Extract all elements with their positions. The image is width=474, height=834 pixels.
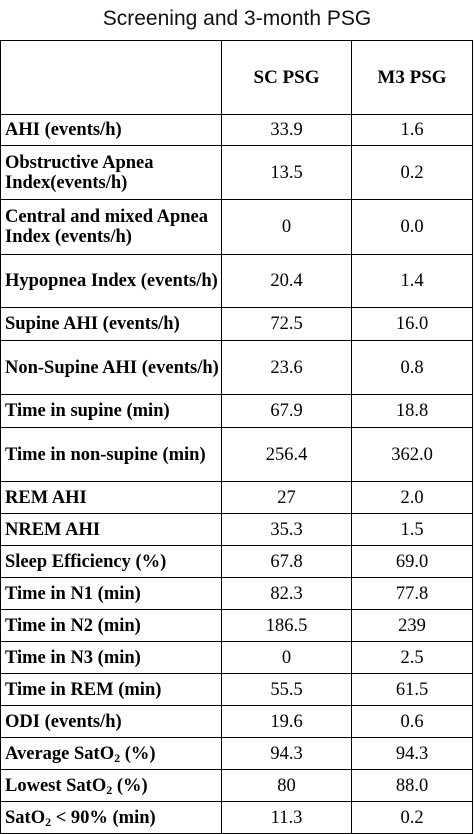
- m3-value: 0.6: [352, 706, 473, 738]
- row-label: AHI (events/h): [1, 115, 222, 146]
- sc-value: 19.6: [222, 706, 352, 738]
- table-row: [1, 200, 473, 255]
- row-label: [1, 770, 222, 802]
- table-row: [1, 255, 473, 308]
- m3-value: 77.8: [352, 578, 473, 610]
- sc-value: 35.3: [222, 514, 352, 546]
- row-label: Non-Supine AHI (events/h): [1, 341, 222, 395]
- m3-value: 2.5: [352, 642, 473, 674]
- row-label: Time in N2 (min): [1, 610, 222, 642]
- sc-value: 94.3: [222, 738, 352, 770]
- m3-value: 69.0: [352, 546, 473, 578]
- m3-value: 1.4: [352, 255, 473, 308]
- m3-value: 0.0: [352, 200, 473, 255]
- table-row: [1, 674, 473, 706]
- sc-value: 13.5: [222, 146, 352, 200]
- row-label: Time in N3 (min): [1, 642, 222, 674]
- sc-value: 11.3: [222, 802, 352, 834]
- table-row: [1, 146, 473, 200]
- table-row: [1, 546, 473, 578]
- sc-value: 23.6: [222, 341, 352, 395]
- m3-value: 16.0: [352, 308, 473, 341]
- m3-value: 1.6: [352, 115, 473, 146]
- label-subscript: 2: [114, 750, 121, 765]
- row-label: [1, 738, 222, 770]
- sc-value: 67.8: [222, 546, 352, 578]
- table-row: [1, 308, 473, 341]
- m3-value: 18.8: [352, 395, 473, 428]
- table-row: [1, 514, 473, 546]
- table-row: [1, 341, 473, 395]
- label-text: (%): [112, 775, 148, 796]
- header-row: [1, 41, 473, 115]
- table-row: [1, 706, 473, 738]
- header-blank: [1, 41, 222, 115]
- row-label: Time in N1 (min): [1, 578, 222, 610]
- sc-value: 80: [222, 770, 352, 802]
- table-row: [1, 428, 473, 482]
- m3-value: 1.5: [352, 514, 473, 546]
- m3-value: 94.3: [352, 738, 473, 770]
- label-subscript: 2: [45, 814, 52, 829]
- sc-value: 256.4: [222, 428, 352, 482]
- table-row: [1, 115, 473, 146]
- label-text: Lowest SatO: [5, 775, 107, 796]
- row-label: Obstructive Apnea Index(events/h): [1, 146, 222, 200]
- table-row: [1, 482, 473, 514]
- psg-table: [0, 40, 473, 834]
- sc-value: 55.5: [222, 674, 352, 706]
- row-label: REM AHI: [1, 482, 222, 514]
- row-label: Hypopnea Index (events/h): [1, 255, 222, 308]
- sc-value: 82.3: [222, 578, 352, 610]
- m3-value: 239: [352, 610, 473, 642]
- table-row: [1, 610, 473, 642]
- sc-value: 33.9: [222, 115, 352, 146]
- m3-value: 0.8: [352, 341, 473, 395]
- sc-value: 27: [222, 482, 352, 514]
- table-title: Screening and 3-month PSG: [102, 7, 372, 30]
- row-label: Time in supine (min): [1, 395, 222, 428]
- row-label: Central and mixed Apnea Index (events/h): [1, 200, 222, 255]
- row-label: Time in non-supine (min): [1, 428, 222, 482]
- label-text: Average SatO: [5, 743, 115, 764]
- header-sc-psg: SC PSG: [222, 41, 352, 115]
- row-label: Time in REM (min): [1, 674, 222, 706]
- table-row: [1, 738, 473, 770]
- label-subscript: 2: [106, 782, 113, 797]
- sc-value: 0: [222, 642, 352, 674]
- table-row: [1, 578, 473, 610]
- table-row: [1, 802, 473, 834]
- label-text: (%): [120, 743, 156, 764]
- sc-value: 20.4: [222, 255, 352, 308]
- label-text: SatO: [5, 807, 46, 828]
- sc-value: 67.9: [222, 395, 352, 428]
- m3-value: 2.0: [352, 482, 473, 514]
- label-text: < 90% (min): [51, 807, 156, 828]
- table-row: [1, 770, 473, 802]
- row-label: Sleep Efficiency (%): [1, 546, 222, 578]
- sc-value: 186.5: [222, 610, 352, 642]
- row-label: ODI (events/h): [1, 706, 222, 738]
- sc-value: 72.5: [222, 308, 352, 341]
- m3-value: 0.2: [352, 146, 473, 200]
- m3-value: 88.0: [352, 770, 473, 802]
- sc-value: 0: [222, 200, 352, 255]
- header-m3-psg: M3 PSG: [352, 41, 473, 115]
- row-label: Supine AHI (events/h): [1, 308, 222, 341]
- table-row: [1, 395, 473, 428]
- m3-value: 362.0: [352, 428, 473, 482]
- m3-value: 61.5: [352, 674, 473, 706]
- row-label: NREM AHI: [1, 514, 222, 546]
- m3-value: 0.2: [352, 802, 473, 834]
- table-row: [1, 642, 473, 674]
- row-label: [1, 802, 222, 834]
